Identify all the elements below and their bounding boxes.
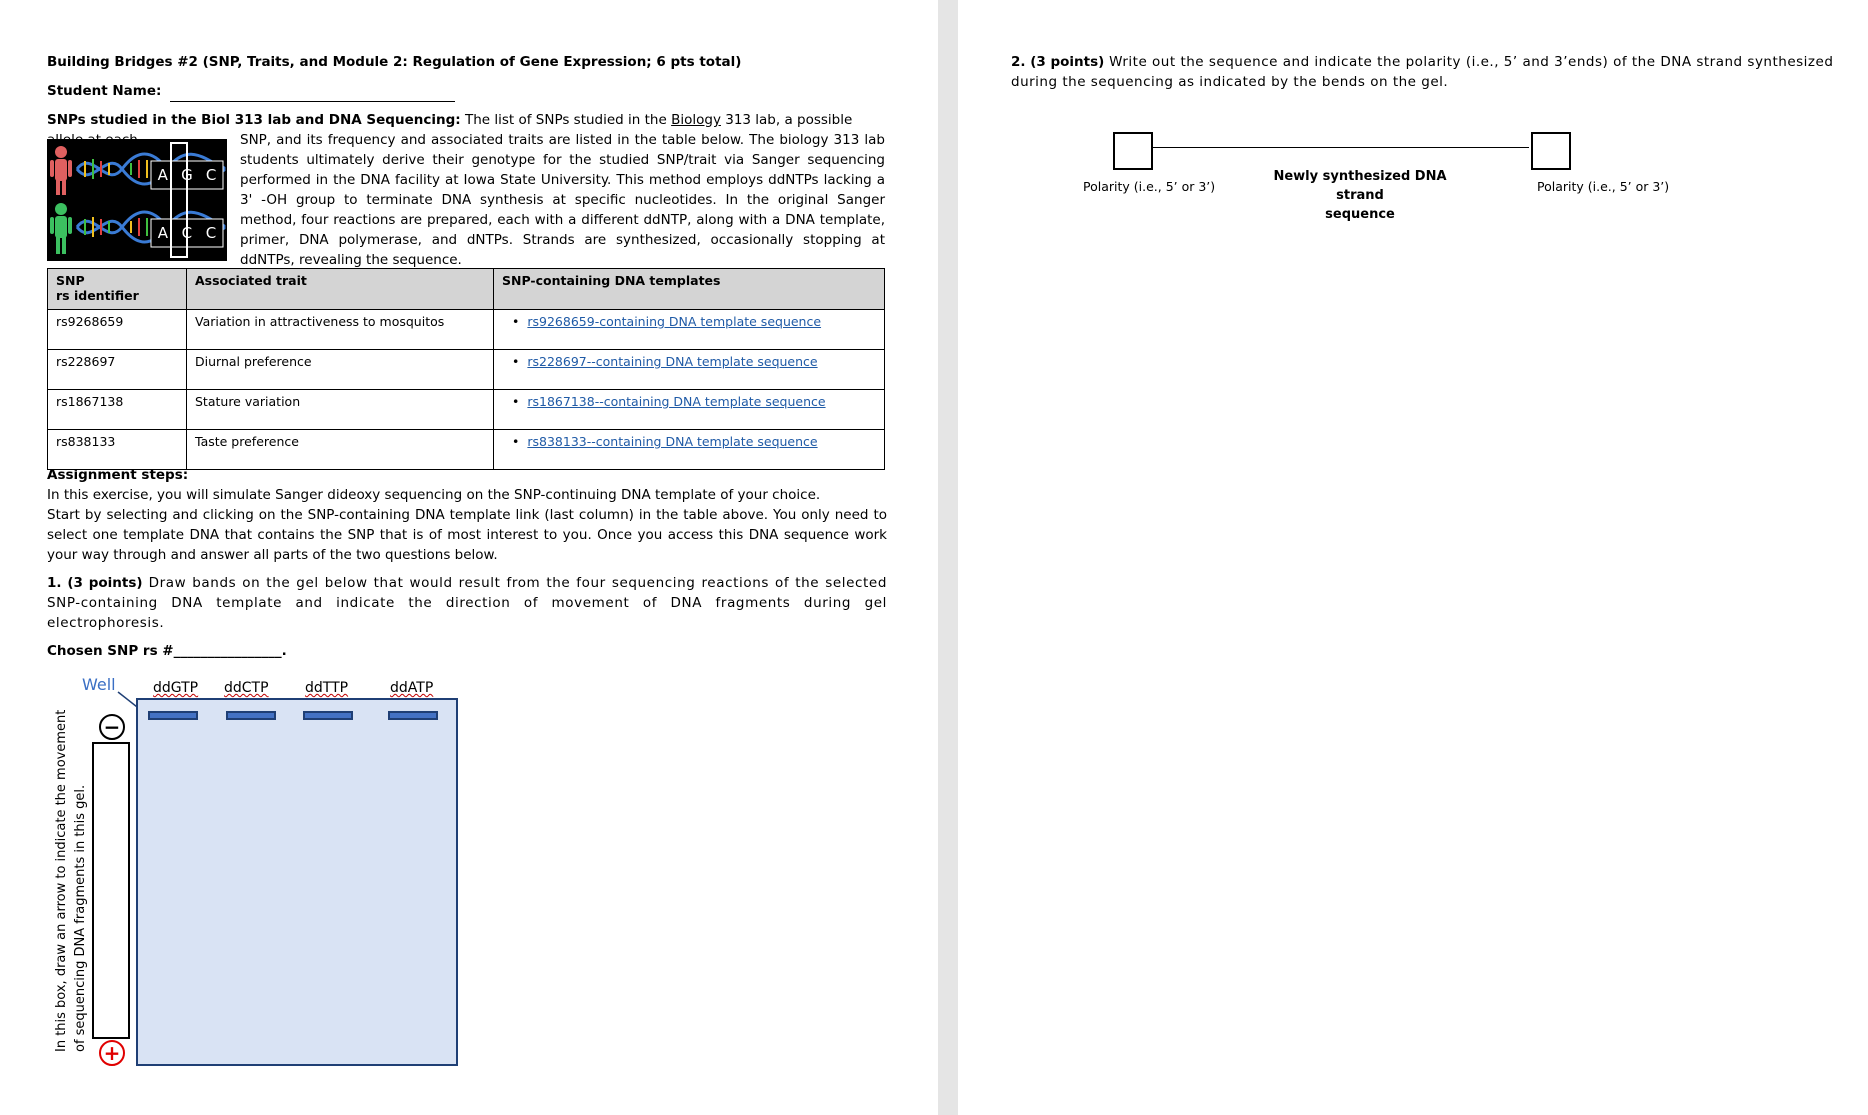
strand-sequence-label <box>1250 167 1470 224</box>
lane-label-ddatp: ddATP <box>390 680 434 696</box>
left-polarity-label: Polarity (i.e., 5’ or 3’) <box>1083 179 1216 194</box>
top-letter: A <box>157 166 168 184</box>
dna-strand-line <box>1153 147 1529 148</box>
table-row <box>48 310 885 350</box>
q2-label: 2. (3 points) <box>1011 54 1105 70</box>
question-1 <box>47 573 887 633</box>
well-ddctp <box>226 711 276 720</box>
well-label: Well <box>82 675 116 694</box>
trait-cell: Diurnal preference <box>187 350 494 390</box>
intro-line1b: 313 lab, a possible <box>725 112 853 128</box>
q2-text: Write out the sequence and indicate the polarity (i.e., 5’ and 3’ends) of the DNA strand synthesized during the sequencing as indicated by the bends on the gel. <box>1011 54 1834 90</box>
intro-line1: The list of SNPs studied in the <box>464 112 672 128</box>
header-snp-line2: rs identifier <box>56 288 139 303</box>
q1-label: 1. (3 points) <box>47 575 143 591</box>
template-link[interactable]: rs9268659-containing DNA template sequence <box>527 314 822 329</box>
template-cell: • rs838133--containing DNA template sequence <box>494 430 885 470</box>
intro-heading: SNPs studied in the Biol 313 lab and DNA Sequencing: <box>47 112 461 128</box>
trait-cell: Variation in attractiveness to mosquitos <box>187 310 494 350</box>
template-cell: • rs1867138--containing DNA template sequence <box>494 390 885 430</box>
intro-body: SNP, and its frequency and associated traits are listed in the table below. The biology 313 lab students ultimately derive their genotype for the studied SNP/trait via Sanger sequencing performed in the DNA facility at Iowa State University. This method employs ddNTPs lacking a 3' -OH group to terminate DNA synthesis at specific nucleotides. In the original Sanger method, four reactions are prepared, each with a different ddNTP, along with a DNA template, primer, DNA polymerase, and dNTPs. Strands are synthesized, occasionally stopping at ddNTPs, revealing the sequence. <box>240 132 885 268</box>
snp-id-cell: rs838133 <box>48 430 187 470</box>
template-cell: • rs9268659-containing DNA template sequence <box>494 310 885 350</box>
well-ddatp <box>388 711 438 720</box>
top-allele-letters <box>151 161 223 189</box>
question-2 <box>1011 52 1851 92</box>
chosen-snp-label: Chosen SNP rs # <box>47 643 174 659</box>
assignment-para2: Start by selecting and clicking on the SNP-containing DNA template link (last column) in the table above. You only need to select one template DNA that contains the SNP that is of most interest to you. Once you access this DNA sequence work your way through and answer all parts of the two questions below. <box>47 507 887 563</box>
page-divider <box>938 0 958 1115</box>
document-title: Building Bridges #2 (SNP, Traits, and Module 2: Regulation of Gene Expression; 6 pts total) <box>47 54 742 70</box>
student-name-label: Student Name: <box>47 83 162 99</box>
lane-label-ddttp: ddTTP <box>305 680 349 696</box>
header-templates: SNP-containing DNA templates <box>494 269 885 310</box>
negative-electrode-icon: − <box>99 714 125 740</box>
snp-table <box>47 268 885 470</box>
strand-label-line1: Newly synthesized DNA strand <box>1273 169 1447 203</box>
table-row <box>48 350 885 390</box>
top-letter: C <box>205 166 217 184</box>
bottom-letter: A <box>157 224 169 242</box>
bottom-letter: C <box>181 224 193 242</box>
gel-drawing-area[interactable] <box>136 698 458 1066</box>
header-snp <box>48 269 187 310</box>
header-trait: Associated trait <box>187 269 494 310</box>
snp-illustration <box>47 139 227 261</box>
chosen-snp-field[interactable]: ________________. <box>173 643 287 659</box>
human-figure-green-icon <box>50 203 72 254</box>
intro-biology-word: Biology <box>671 112 721 128</box>
lane-label-ddctp: ddCTP <box>224 680 269 696</box>
strand-label-line2: sequence <box>1325 207 1395 222</box>
right-polarity-box[interactable] <box>1531 132 1571 170</box>
snp-id-cell: rs9268659 <box>48 310 187 350</box>
well-ddgtp <box>148 711 198 720</box>
snp-id-cell: rs228697 <box>48 350 187 390</box>
chosen-snp-row <box>47 641 287 661</box>
snp-id-cell: rs1867138 <box>48 390 187 430</box>
well-ddttp <box>303 711 353 720</box>
trait-cell: Taste preference <box>187 430 494 470</box>
student-name-field[interactable] <box>170 81 455 102</box>
template-link[interactable]: rs838133--containing DNA template sequence <box>527 434 818 449</box>
trait-cell: Stature variation <box>187 390 494 430</box>
header-snp-line1: SNP <box>56 273 85 288</box>
arrow-instruction-line1: In this box, draw an arrow to indicate the movement <box>54 709 69 1052</box>
lane-label-ddgtp: ddGTP <box>153 680 199 696</box>
template-link[interactable]: rs228697--containing DNA template sequence <box>527 354 818 369</box>
bottom-letter: C <box>205 224 217 242</box>
right-polarity-label: Polarity (i.e., 5’ or 3’) <box>1537 179 1670 194</box>
human-figure-red-icon <box>50 146 72 195</box>
table-header-row <box>48 269 885 310</box>
q1-text: Draw bands on the gel below that would result from the four sequencing reactions of the selected SNP-containing DNA template and indicate the direction of movement of DNA fragments during gel electrophoresis. <box>47 575 887 631</box>
assignment-line1: In this exercise, you will simulate Sanger dideoxy sequencing on the SNP-continuing DNA template of your choice. <box>47 487 821 503</box>
template-cell: • rs228697--containing DNA template sequence <box>494 350 885 390</box>
assignment-heading: Assignment steps: <box>47 467 189 483</box>
student-name-row <box>47 81 455 102</box>
left-polarity-box[interactable] <box>1113 132 1153 170</box>
table-row <box>48 430 885 470</box>
top-letter: G <box>181 166 193 184</box>
template-link[interactable]: rs1867138--containing DNA template sequence <box>527 394 826 409</box>
arrow-box-instruction <box>52 709 90 1052</box>
positive-electrode-icon: + <box>99 1040 125 1066</box>
table-row <box>48 390 885 430</box>
arrow-instruction-line2: of sequencing DNA fragments in this gel. <box>73 784 88 1052</box>
bottom-allele-letters <box>151 219 223 247</box>
arrow-drawing-box[interactable] <box>92 742 130 1039</box>
